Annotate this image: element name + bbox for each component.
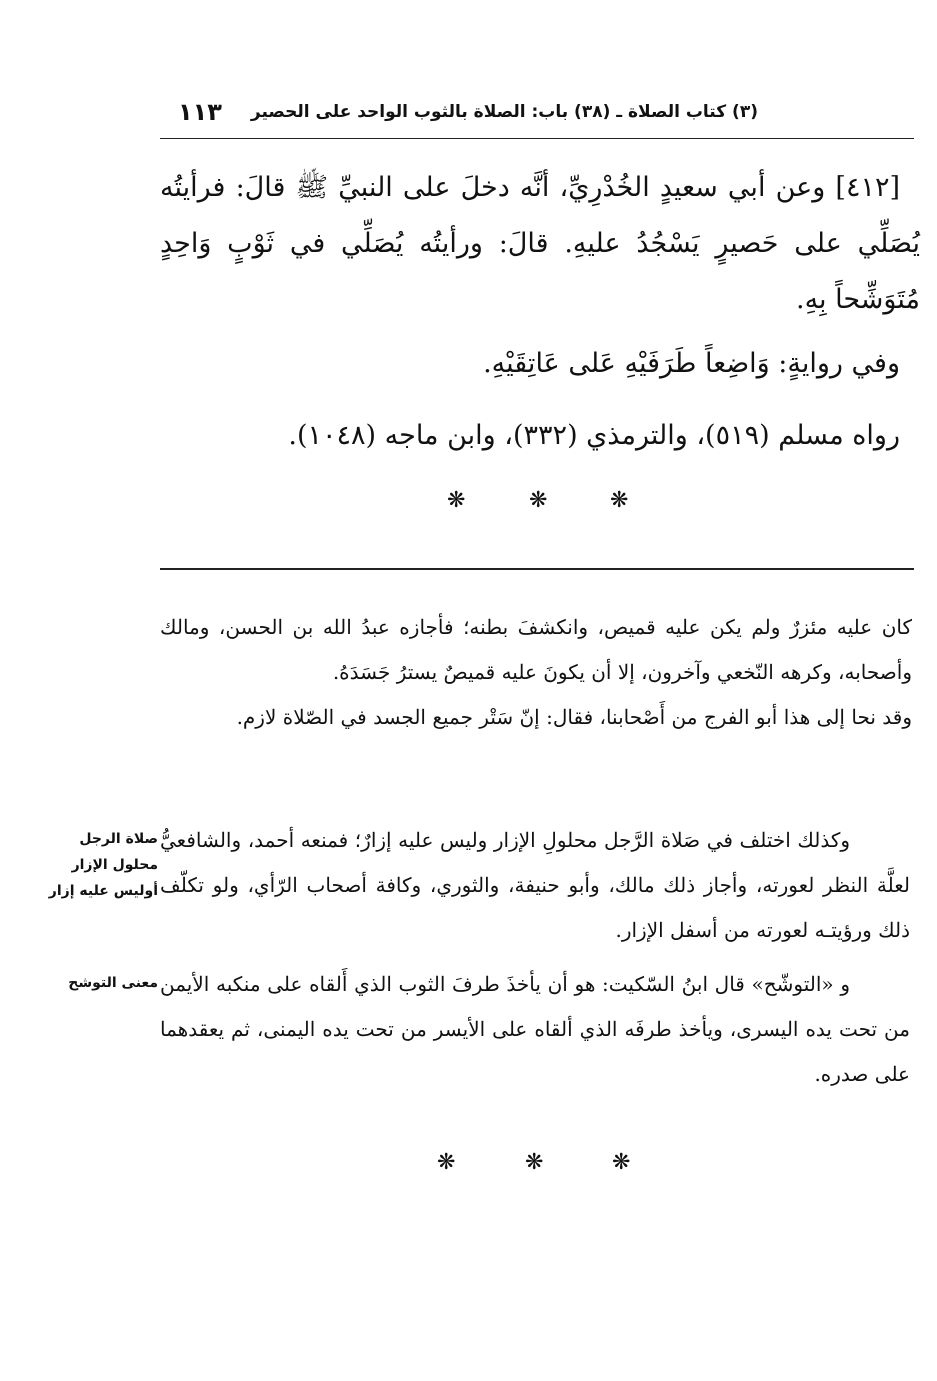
- commentary-paragraph-3: [160, 962, 910, 1097]
- page-header: [160, 94, 914, 138]
- section-separator: [0, 1150, 937, 1180]
- running-title: (٣) كتاب الصلاة ـ (٣٨) باب: الصلاة بالثوب الواحد على الحصير: [250, 102, 758, 122]
- separator-star: ❋: [447, 488, 466, 513]
- separator-star: ❋: [612, 1150, 631, 1175]
- separator-star: ❋: [437, 1150, 456, 1175]
- commentary-text: كان عليه مئزرٌ ولم يكن عليه قميص، وانكشفَ بطنه؛ فأجازه عبدُ الله بن الحسن، ومالك وأصحابه، وكرهه النّخعي وآخرون، إلا أن يكونَ عليه قميصٌ يسترُ جَسَدَهُ.: [160, 615, 912, 684]
- commentary-paragraph-1: [160, 605, 912, 740]
- footnote-rule: [160, 568, 914, 570]
- hadith-section: [160, 160, 920, 464]
- page-number: ١١٣: [178, 98, 222, 126]
- commentary-text: وكذلك اختلف في صَلاة الرَّجل محلولِ الإزار وليس عليه إزارٌ؛ فمنعه أحمد، والشافعيُّ لعلَّة النظر لعورته، وأجاز ذلك مالك، وأبو حنيفة، والثوري، وكافة أصحاب الرّأي، ولو تكلّف ذلك ورؤيتـه لعورته من أسفل الإزار.: [160, 828, 910, 942]
- header-rule: [160, 138, 914, 139]
- separator-star: ❋: [610, 488, 629, 513]
- hadith-text: [٤١٢] وعن أبي سعيدٍ الخُدْرِيِّ، أنَّه دخلَ على النبيِّ ﷺ قالَ: فرأيتُه يُصَلِّي على حَصيرٍ يَسْجُدُ عليهِ. قالَ: ورأيتُه يُصَلِّي في ثَوْبٍ وَاحِدٍ مُتَوَشِّحاً بِهِ.: [160, 172, 920, 315]
- hadith-variant: وفي روايةٍ: وَاضِعاً طَرَفَيْهِ عَلى عَاتِقَيْهِ.: [483, 348, 900, 379]
- section-separator: [0, 488, 937, 518]
- commentary-text: و «التوشّح» قال ابنُ السّكيت: هو أن يأخذَ طرفَ الثوب الذي أَلقاه على منكبه الأيمن من تحت يده اليسرى، ويأخذ طرفَه الذي ألقاه على الأيسر من تحت يده اليمنى، ثم يعقدهما على صدره.: [160, 972, 910, 1086]
- commentary-paragraph-2: [160, 818, 910, 953]
- hadith-source: رواه مسلم (٥١٩)، والترمذي (٣٣٢)، وابن ماجه (١٠٤٨).: [288, 420, 900, 451]
- separator-star: ❋: [525, 1150, 544, 1175]
- separator-star: ❋: [529, 488, 548, 513]
- margin-note: صلاة الرجل محلول الإزار أوليس عليه إزار: [48, 831, 158, 899]
- commentary-text: وقد نحا إلى هذا أبو الفرج من أَصْحابنا، فقال: إنّ سَتْر جميع الجسد في الصّلاة لازم.: [236, 705, 912, 729]
- margin-note: معنى التوشح: [68, 975, 158, 991]
